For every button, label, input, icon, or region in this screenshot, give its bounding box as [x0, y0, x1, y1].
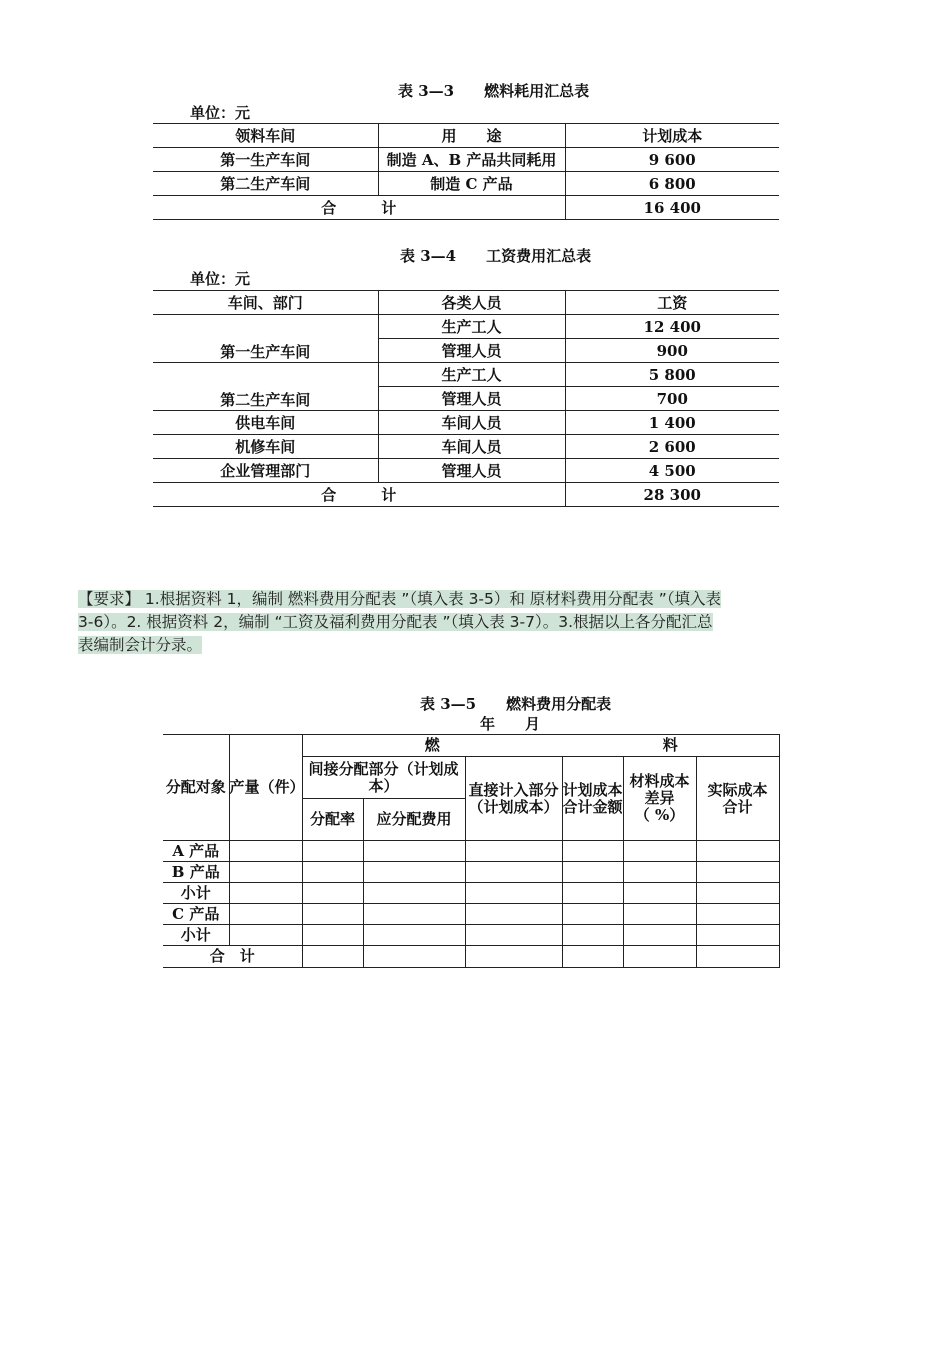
empty-cell: [363, 883, 465, 904]
empty-cell: [696, 946, 779, 968]
object-cell: C 产品: [163, 904, 229, 925]
header-group-fuel-left: 燃: [302, 735, 562, 757]
total-value: 16 400: [565, 196, 779, 220]
staff-type-cell: 车间人员: [378, 435, 565, 459]
wage-cell: 2 600: [565, 435, 779, 459]
header-quantity: 产量（件）: [229, 735, 302, 841]
table35-title: 表 3—5 燃料费用分配表: [420, 695, 612, 713]
empty-cell: [465, 883, 562, 904]
table-row: [153, 459, 779, 483]
wage-cell: 5 800: [565, 363, 779, 387]
header-allocation-object: 分配对象: [163, 735, 229, 841]
staff-type-cell: 生产工人: [378, 363, 565, 387]
wage-cell: 700: [565, 387, 779, 411]
requirement-paragraph: [78, 588, 863, 657]
header-direct-charge: 直接计入部分 （计划成本）: [465, 757, 562, 841]
table-row: [153, 172, 779, 196]
purpose-cell: 制造 A、B 产品共同耗用: [378, 148, 565, 172]
wage-cell: 4 500: [565, 459, 779, 483]
department-cell: 企业管理部门: [153, 459, 378, 483]
empty-cell: [623, 904, 696, 925]
total-value: 28 300: [565, 483, 779, 507]
wage-cell: 1 400: [565, 411, 779, 435]
requirement-line-1: 【要求】 1.根据资料 1，编制 燃料费用分配表 ”（填入表 3-5）和 原材料费用分配表 ”（填入表: [78, 590, 722, 608]
workshop-cell: 第一生产车间: [153, 148, 378, 172]
total-label: 合 计: [153, 483, 565, 507]
empty-cell: [623, 925, 696, 946]
object-cell: A 产品: [163, 841, 229, 862]
header-wage: 工资: [565, 291, 779, 315]
empty-cell: [363, 862, 465, 883]
header-actual-cost-total: 实际成本 合计: [696, 757, 779, 841]
department-cell: 供电车间: [153, 411, 378, 435]
header-purpose: 用 途: [378, 124, 565, 148]
table35-subtitle: 年 月: [480, 715, 541, 733]
empty-cell: [363, 841, 465, 862]
total-row: [153, 196, 779, 220]
empty-cell: [562, 946, 623, 968]
empty-cell: [302, 841, 363, 862]
empty-cell: [465, 841, 562, 862]
header-staff-type: 各类人员: [378, 291, 565, 315]
header-allocated-fee: 应分配费用: [363, 799, 465, 841]
workshop-cell: 第二生产车间: [153, 172, 378, 196]
total-row: [153, 483, 779, 507]
table34-title: 表 3—4 工资费用汇总表: [400, 247, 592, 265]
empty-cell: [229, 841, 302, 862]
empty-cell: [302, 946, 363, 968]
empty-cell: [302, 904, 363, 925]
plan-cost-cell: 6 800: [565, 172, 779, 196]
header-material-cost-difference: 材料成本 差异 （ %）: [623, 757, 696, 841]
empty-cell: [229, 904, 302, 925]
empty-cell: [363, 925, 465, 946]
fuel-usage-summary-table: [153, 123, 779, 220]
table-row: [163, 862, 779, 883]
empty-cell: [229, 925, 302, 946]
empty-cell: [229, 862, 302, 883]
staff-type-cell: 车间人员: [378, 411, 565, 435]
empty-cell: [465, 862, 562, 883]
empty-cell: [302, 862, 363, 883]
empty-cell: [363, 904, 465, 925]
table-row: [163, 904, 779, 925]
staff-type-cell: 管理人员: [378, 339, 565, 363]
wage-cell: 12 400: [565, 315, 779, 339]
purpose-cell: 制造 C 产品: [378, 172, 565, 196]
table-row: [163, 883, 779, 904]
object-cell: B 产品: [163, 862, 229, 883]
table-row: [153, 411, 779, 435]
wage-cell: 900: [565, 339, 779, 363]
table-row: [163, 925, 779, 946]
empty-cell: [623, 883, 696, 904]
empty-cell: [465, 925, 562, 946]
table-row: [163, 841, 779, 862]
requirement-line-2: 3-6）。2. 根据资料 2，编制 “工资及福利费用分配表 ”（填入表 3-7）。3.根据以上各分配汇总: [78, 613, 713, 631]
total-label: 合 计: [163, 946, 302, 968]
total-label: 合 计: [153, 196, 565, 220]
table-row: [153, 148, 779, 172]
empty-cell: [229, 883, 302, 904]
empty-cell: [465, 946, 562, 968]
fuel-allocation-table: [163, 734, 780, 968]
header-allocation-rate: 分配率: [302, 799, 363, 841]
table33-title: 表 3—3 燃料耗用汇总表: [398, 82, 590, 100]
header-workshop: 领料车间: [153, 124, 378, 148]
table-header-row: [153, 291, 779, 315]
empty-cell: [696, 904, 779, 925]
empty-cell: [696, 925, 779, 946]
table-header-row: [163, 735, 779, 757]
empty-cell: [562, 841, 623, 862]
header-group-fuel-right: 料: [562, 735, 779, 757]
table34-unit: 单位：元: [190, 270, 251, 288]
header-indirect-allocation: 间接分配部分（计划成本）: [302, 757, 465, 799]
empty-cell: [696, 841, 779, 862]
header-plan-cost-total: 计划成本 合计金额: [562, 757, 623, 841]
table-row: [153, 435, 779, 459]
total-row: [163, 946, 779, 968]
table33-unit: 单位：元: [190, 104, 251, 122]
header-department: 车间、部门: [153, 291, 378, 315]
requirement-line-3: 表编制会计分录。: [78, 636, 203, 654]
table-row: [153, 315, 779, 339]
empty-cell: [623, 841, 696, 862]
empty-cell: [562, 862, 623, 883]
empty-cell: [696, 883, 779, 904]
wage-summary-table: [153, 290, 779, 507]
department-cell: 第二生产车间: [153, 363, 378, 411]
empty-cell: [465, 904, 562, 925]
staff-type-cell: 管理人员: [378, 459, 565, 483]
table-header-row: [153, 124, 779, 148]
empty-cell: [696, 862, 779, 883]
empty-cell: [363, 946, 465, 968]
empty-cell: [562, 904, 623, 925]
empty-cell: [302, 883, 363, 904]
empty-cell: [623, 862, 696, 883]
object-cell: 小计: [163, 883, 229, 904]
table-row: [153, 363, 779, 387]
header-plan-cost: 计划成本: [565, 124, 779, 148]
staff-type-cell: 生产工人: [378, 315, 565, 339]
object-cell: 小计: [163, 925, 229, 946]
empty-cell: [302, 925, 363, 946]
department-cell: 第一生产车间: [153, 315, 378, 363]
empty-cell: [562, 925, 623, 946]
empty-cell: [623, 946, 696, 968]
plan-cost-cell: 9 600: [565, 148, 779, 172]
empty-cell: [562, 883, 623, 904]
department-cell: 机修车间: [153, 435, 378, 459]
staff-type-cell: 管理人员: [378, 387, 565, 411]
